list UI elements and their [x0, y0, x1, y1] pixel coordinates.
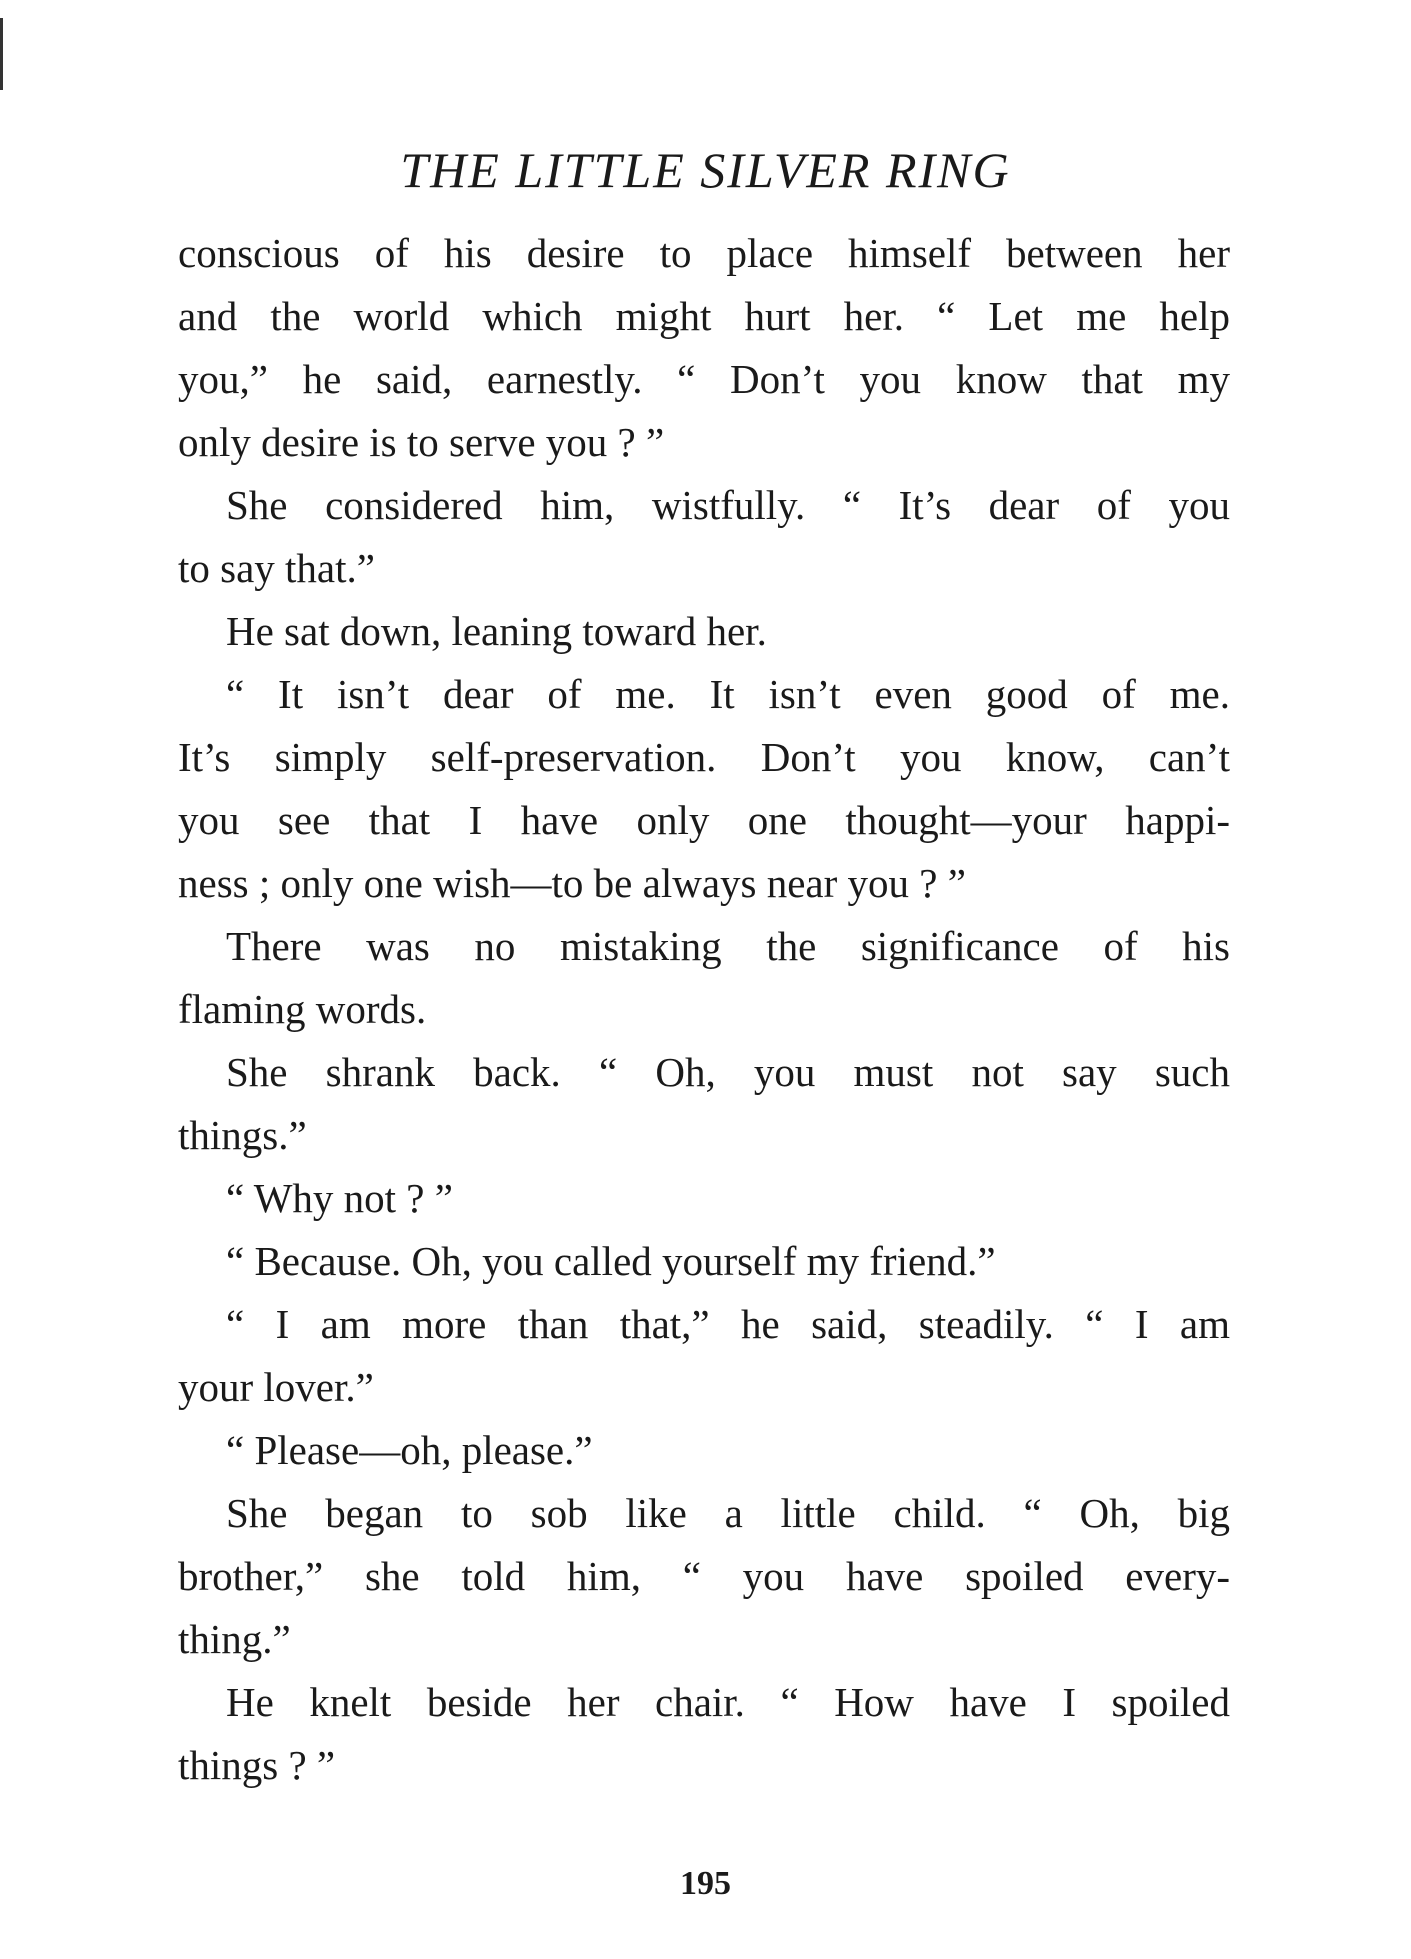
- scan-edge-mark: [0, 18, 3, 90]
- text-line: your lover.”: [178, 1364, 374, 1410]
- text-line: brother,” she told him, “ you have spoiled every-: [178, 1553, 1230, 1599]
- text-line: He knelt beside her chair. “ How have I spoiled: [226, 1679, 1230, 1725]
- page-number: 195: [680, 1865, 731, 1902]
- text-line: “ Please—oh, please.”: [226, 1427, 593, 1473]
- text-line: flaming words.: [178, 986, 427, 1032]
- text-line: She considered him, wistfully. “ It’s dear of you: [226, 482, 1230, 528]
- text-line: It’s simply self-preservation. Don’t you know, can’t: [178, 734, 1230, 780]
- text-line: to say that.”: [178, 545, 375, 591]
- text-line: conscious of his desire to place himself between her: [178, 230, 1230, 276]
- text-line: There was no mistaking the significance of his: [226, 923, 1230, 969]
- text-line: She shrank back. “ Oh, you must not say such: [226, 1049, 1230, 1095]
- text-line: “ It isn’t dear of me. It isn’t even good of me.: [226, 671, 1230, 717]
- text-line: ness ; only one wish—to be always near you ? ”: [178, 860, 966, 906]
- text-line: “ Why not ? ”: [226, 1175, 453, 1221]
- text-line: and the world which might hurt her. “ Let me help: [178, 293, 1230, 339]
- text-line: only desire is to serve you ? ”: [178, 419, 665, 465]
- text-line: things.”: [178, 1112, 307, 1158]
- text-line: “ I am more than that,” he said, steadily. “ I am: [226, 1301, 1230, 1347]
- text-line: “ Because. Oh, you called yourself my friend.”: [226, 1238, 996, 1284]
- text-line: things ? ”: [178, 1742, 336, 1788]
- text-line: you,” he said, earnestly. “ Don’t you know that my: [178, 356, 1230, 402]
- text-line: thing.”: [178, 1616, 291, 1662]
- text-line: you see that I have only one thought—your happi-: [178, 797, 1230, 843]
- running-head-title: THE LITTLE SILVER RING: [400, 142, 1011, 198]
- body-text: [178, 222, 1230, 1797]
- text-line: She began to sob like a little child. “ Oh, big: [226, 1490, 1230, 1536]
- text-line: He sat down, leaning toward her.: [226, 608, 767, 654]
